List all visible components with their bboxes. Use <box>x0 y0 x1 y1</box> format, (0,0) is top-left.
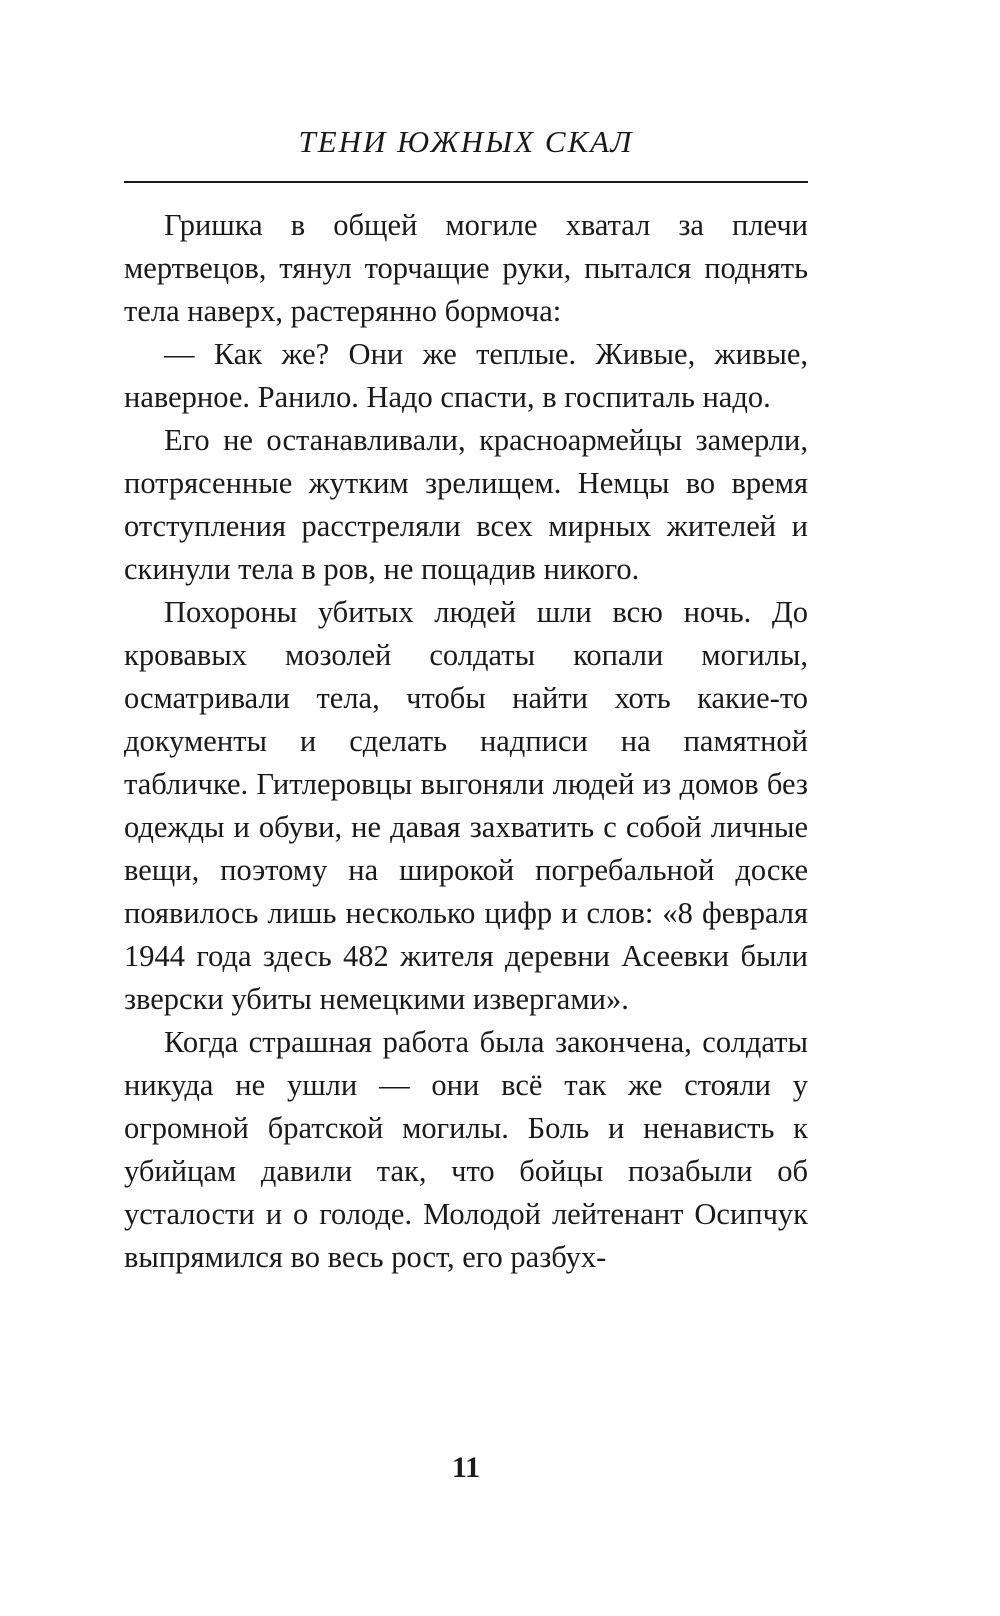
page-number: 11 <box>451 1451 481 1484</box>
paragraph-4: Похороны убитых людей шли всю ночь. До кровавых мозолей солдаты копали могилы, осматривали тела, чтобы найти хоть какие-то документы и сделать надписи на памятной табличке. Гитлеровцы выгоняли людей из домов без одежды и обуви, не давая захватить с собой личные вещи, поэтому на широкой погребальной доске появилось лишь несколько цифр и слов: «8 февраля 1944 года здесь 482 жителя деревни Асеевки были зверски убиты немецкими извергами». <box>124 595 808 1016</box>
paragraph-1: Гришка в общей могиле хватал за плечи мертвецов, тянул торчащие руки, пытался поднять тела наверх, растерянно бормоча: <box>124 208 808 328</box>
header-rule <box>124 181 808 183</box>
paragraph-2: — Как же? Они же теплые. Живые, живые, наверное. Ранило. Надо спасти, в госпиталь надо. <box>124 337 808 414</box>
paragraph-5: Когда страшная работа была закончена, солдаты никуда не ушли — они всё так же стояли у огромной братской могилы. Боль и ненависть к убийцам давили так, что бойцы позабыли об усталости и о голоде. Молодой лейтенант Осипчук выпрямился во весь рост, его разбух- <box>124 1025 808 1274</box>
running-title: ТЕНИ ЮЖНЫХ СКАЛ <box>298 124 634 159</box>
body-text <box>124 204 808 1279</box>
paragraph-3: Его не останавливали, красноармейцы замерли, потрясенные жутким зрелищем. Немцы во время отступления расстреляли всех мирных жителей и скинули тела в ров, не пощадив никого. <box>124 423 808 586</box>
